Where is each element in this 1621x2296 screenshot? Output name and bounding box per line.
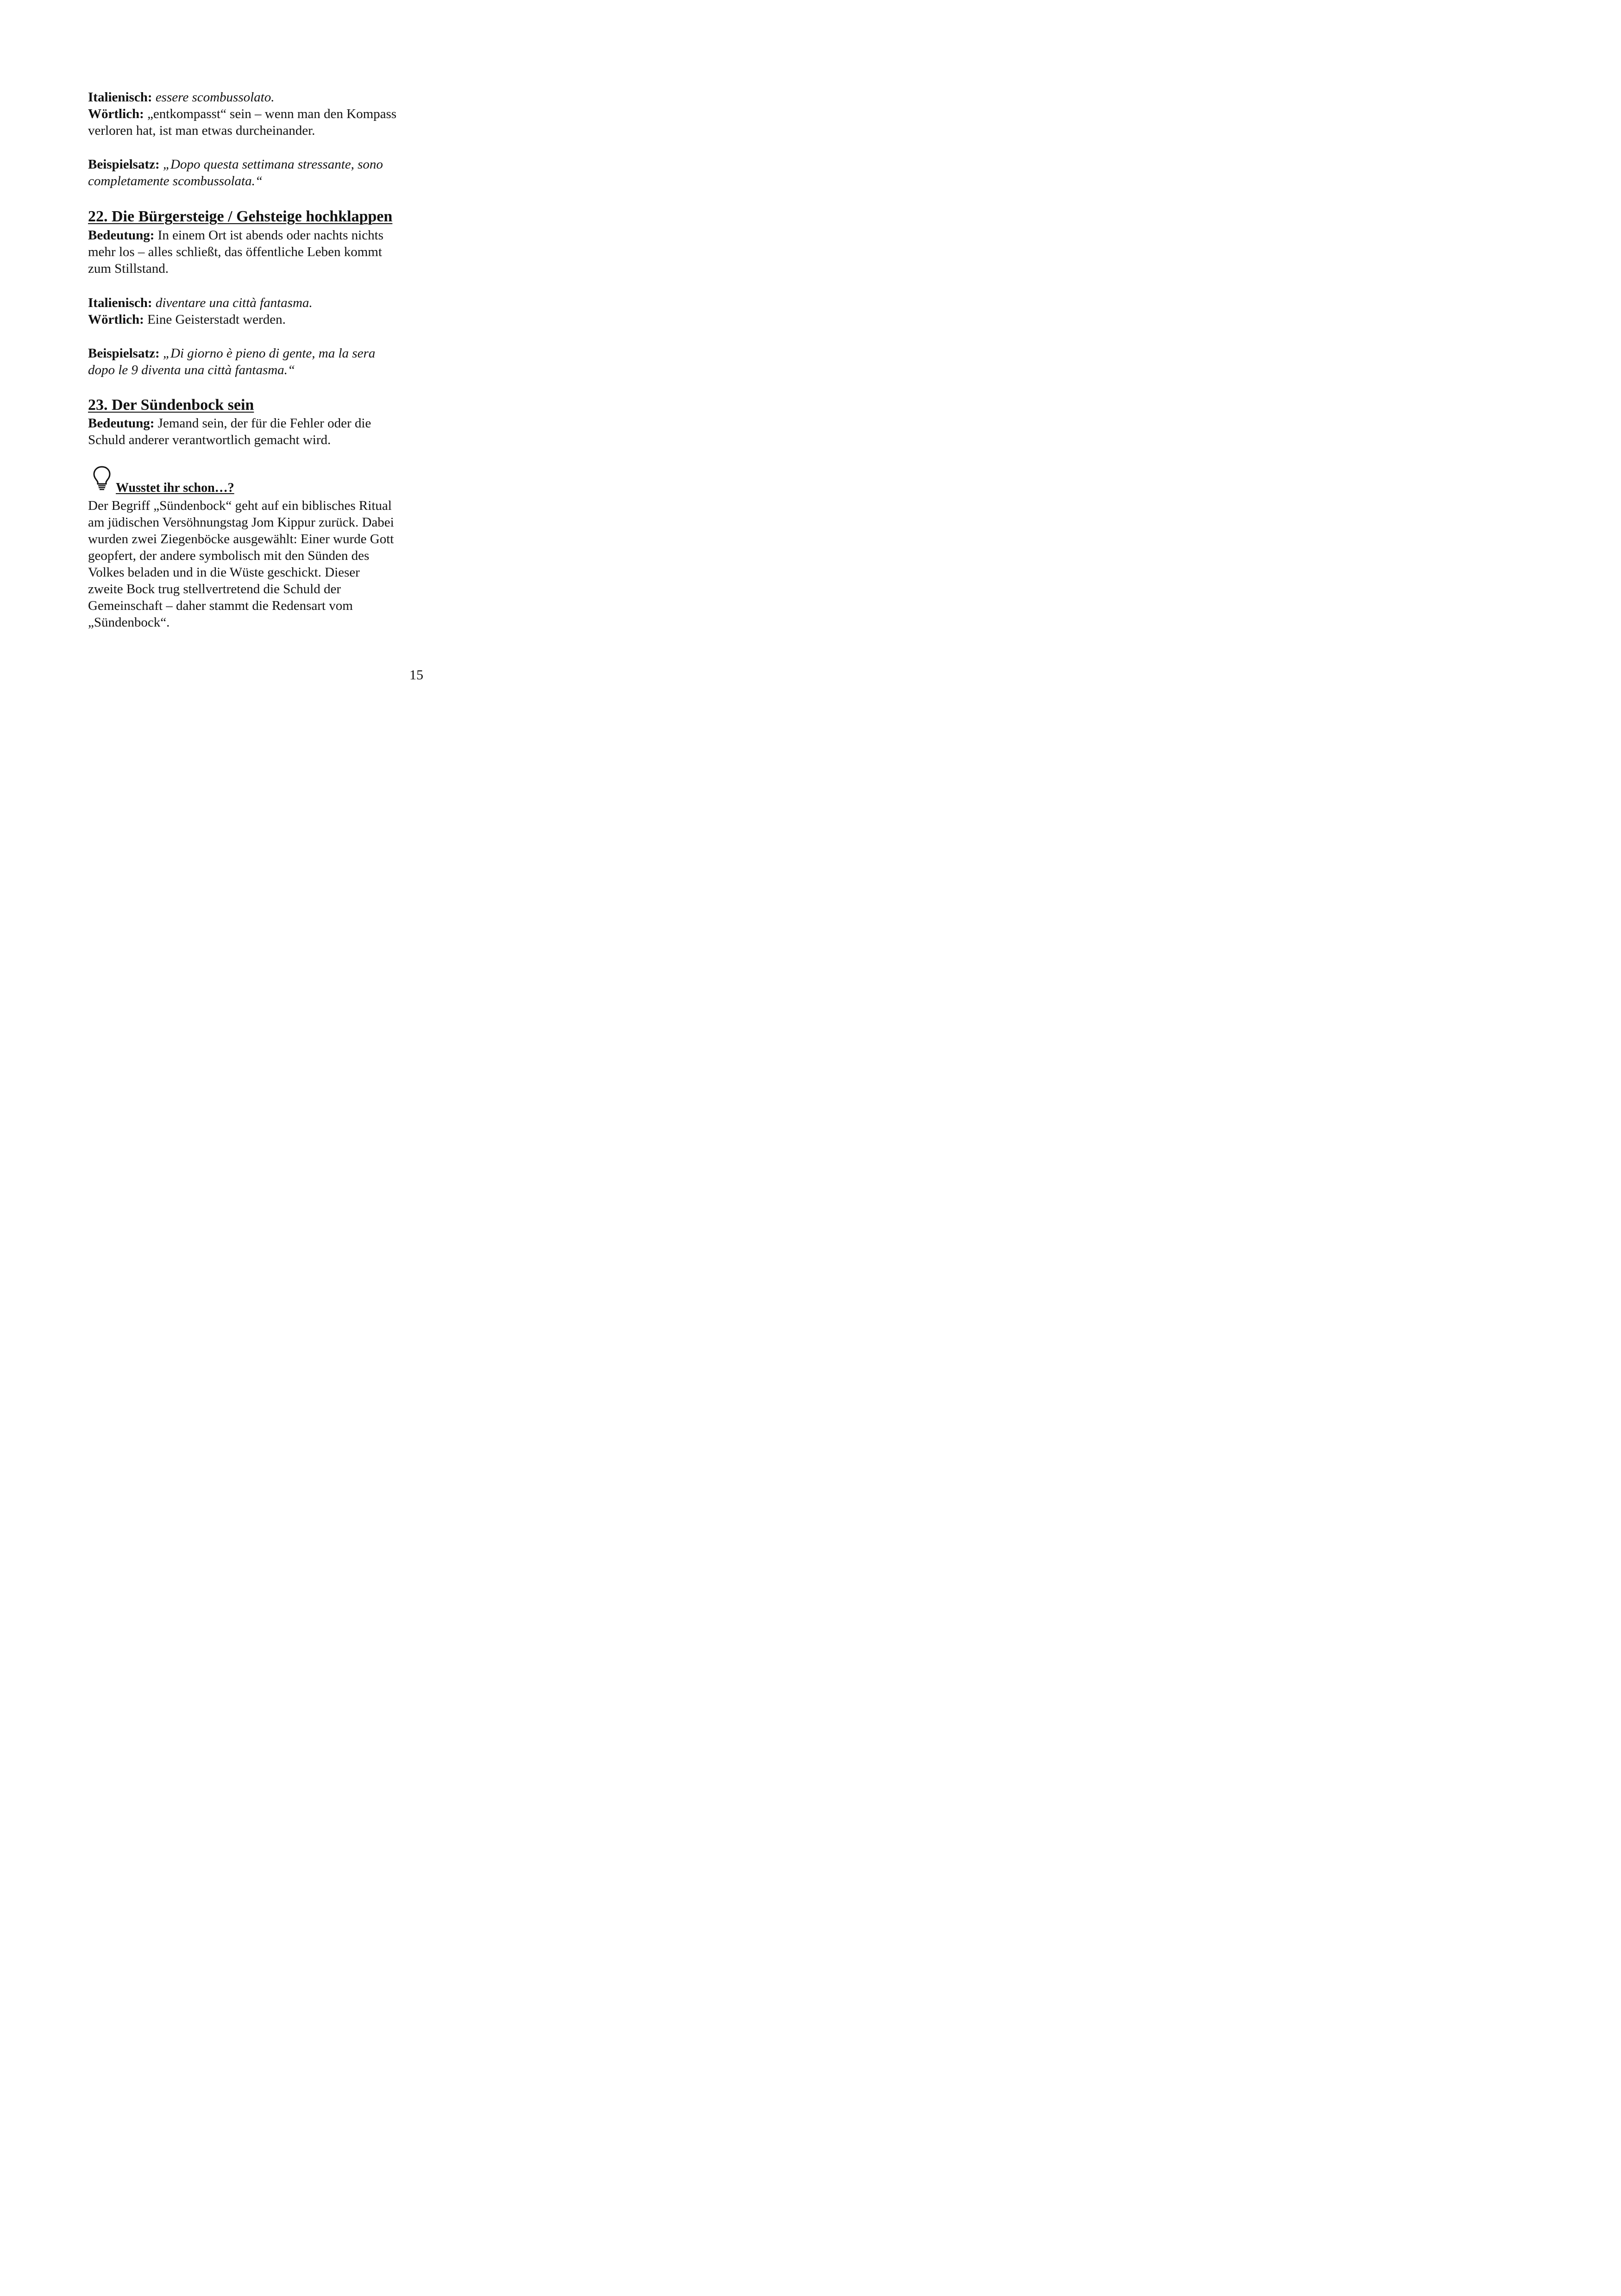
example-line-2: completamente scombussolata.“ [88,174,263,188]
info-line: Volkes beladen und in die Wüste geschickt. Dieser [88,565,360,580]
literal-text: Eine Geisterstadt werden. [147,312,286,327]
page-number: 15 [409,667,423,683]
meaning-line-3: zum Stillstand. [88,261,169,276]
italian-text: diventare una città fantasma. [155,295,313,310]
italian-label: Italienisch: [88,90,152,105]
info-line: geopfert, der andere symbolisch mit den Sünden des [88,548,370,563]
meaning-line [88,227,383,244]
italian-line [88,295,313,311]
example-label: Beispielsatz: [88,157,160,172]
example-text: „Di giorno è pieno di gente, ma la sera [163,346,376,361]
example-line [88,345,375,362]
meaning-line-2: mehr los – alles schließt, das öffentliche Leben kommt [88,245,382,259]
meaning-label: Bedeutung: [88,416,155,431]
italian-label: Italienisch: [88,295,152,310]
literal-text: „entkompasst“ sein – wenn man den Kompass [147,107,397,121]
meaning-line [88,415,371,432]
literal-line [88,106,396,122]
info-line: wurden zwei Ziegenböcke ausgewählt: Einer wurde Gott [88,532,394,546]
lightbulb-icon [93,465,111,492]
entry-22-heading: 22. Die Bürgersteige / Gehsteige hochklappen [88,208,393,225]
literal-label: Wörtlich: [88,312,144,327]
literal-line [88,311,286,328]
example-label: Beispielsatz: [88,346,160,361]
literal-label: Wörtlich: [88,107,144,121]
info-line: Der Begriff „Sündenbock“ geht auf ein biblisches Ritual [88,498,392,513]
italian-text: essere scombussolato. [155,90,275,105]
example-text: „Dopo questa settimana stressante, sono [163,157,383,172]
info-line: zweite Bock trug stellvertretend die Schuld der [88,582,341,596]
info-line: am jüdischen Versöhnungstag Jom Kippur zurück. Dabei [88,515,394,530]
document-page [0,0,509,721]
literal-line-2: verloren hat, ist man etwas durcheinander. [88,123,315,138]
meaning-text: Jemand sein, der für die Fehler oder die [157,416,371,431]
example-line-2: dopo le 9 diventa una città fantasma.“ [88,363,295,377]
info-line: „Sündenbock“. [88,615,170,630]
meaning-label: Bedeutung: [88,228,155,243]
entry-23-heading: 23. Der Sündenbock sein [88,396,254,414]
info-line: Gemeinschaft – daher stammt die Redensart vom [88,598,353,613]
info-heading: Wusstet ihr schon…? [116,481,234,495]
italian-line [88,89,275,106]
meaning-text: In einem Ort ist abends oder nachts nichts [157,228,383,243]
example-line [88,156,383,173]
meaning-line-2: Schuld anderer verantwortlich gemacht wird. [88,433,331,447]
